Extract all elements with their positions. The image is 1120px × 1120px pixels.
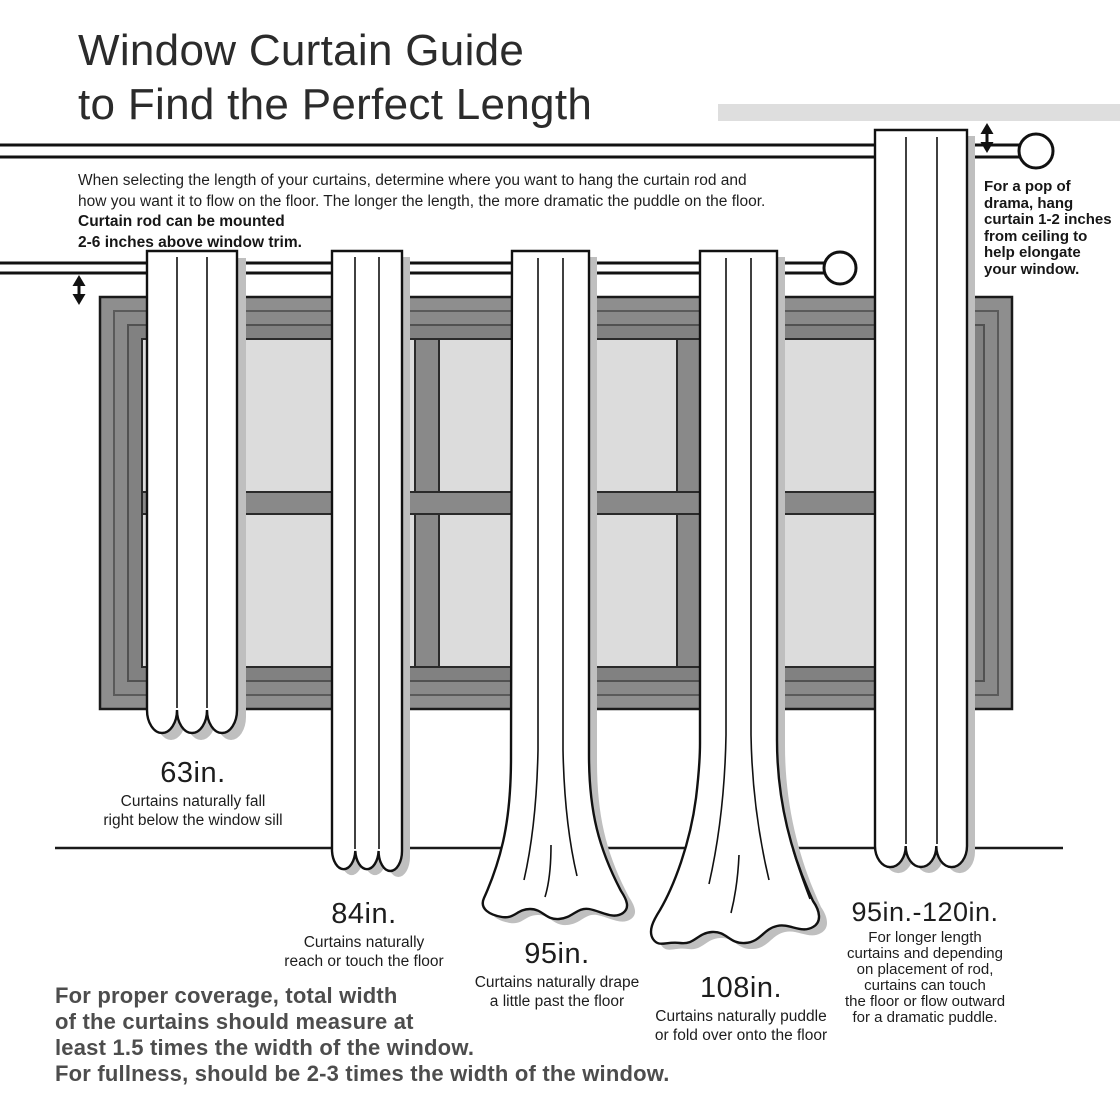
title-line1: Window Curtain Guide	[78, 26, 525, 75]
curtain-95-120in	[875, 130, 975, 873]
intro-paragraph: When selecting the length of your curtains, determine where you want to hang the curtain rod and how you want it to flow on the floor. The longer the length, the more dramatic the puddle on the floor.	[78, 172, 766, 210]
page-title	[78, 24, 592, 132]
curtain-84in	[332, 251, 410, 877]
length-value: 108in.	[699, 972, 782, 1004]
title-line2: to Find the Perfect Length	[78, 80, 593, 129]
coverage-note: For proper coverage, total width of the curtains should measure at least 1.5 times the width of the window. For fullness, should be 2-3 times the width of the window.	[55, 983, 670, 1086]
length-value: 84in.	[331, 898, 397, 930]
ceiling-drama-note: For a pop of drama, hang curtain 1-2 inches from ceiling to help elongate your window.	[984, 178, 1112, 278]
rod-height-arrow-icon	[73, 275, 86, 305]
top-curtain-rod	[0, 145, 1019, 157]
ceiling-gap-arrow-icon	[981, 123, 994, 153]
curtain-63in	[147, 251, 246, 740]
length-value: 95in.-120in.	[851, 897, 999, 927]
length-value: 95in.	[524, 938, 590, 970]
label-95-120in	[822, 896, 1028, 1026]
length-value: 63in.	[160, 757, 226, 789]
lower-rod-finial-icon	[824, 252, 856, 284]
length-description: Curtains naturally fall right below the window sill	[103, 793, 283, 829]
label-63in	[90, 757, 296, 830]
length-description: Curtains naturally drape a little past the floor	[474, 974, 640, 1010]
length-description: Curtains naturally puddle or fold over onto the floor	[654, 1008, 828, 1044]
top-rod-finial-icon	[1019, 134, 1053, 168]
length-description: Curtains naturally reach or touch the floor	[284, 934, 444, 970]
label-84in	[262, 898, 466, 971]
length-description: For longer length curtains and depending on placement of rod, curtains can touch the floor or flow outward for a dramatic puddle.	[844, 929, 1006, 1026]
rod-mounting-note: Curtain rod can be mounted 2-6 inches above window trim.	[78, 213, 302, 251]
ceiling-bar	[718, 104, 1120, 121]
